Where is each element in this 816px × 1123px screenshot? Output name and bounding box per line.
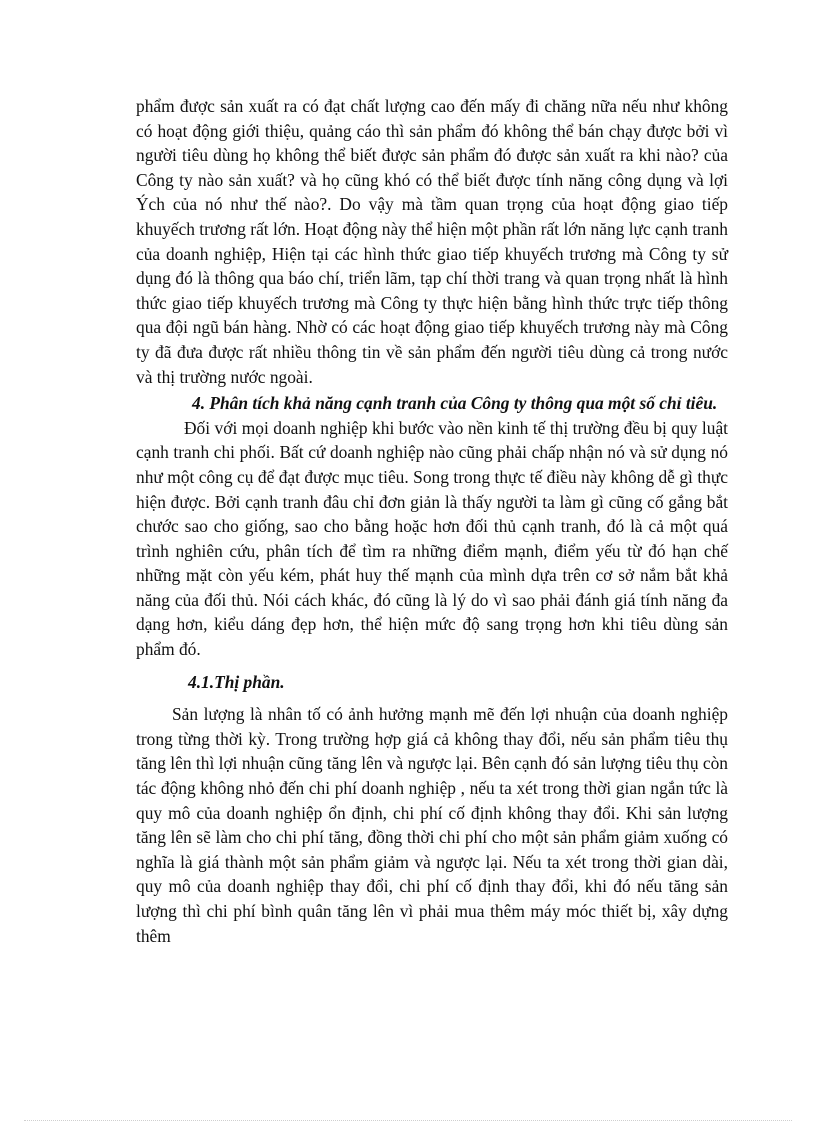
- section-heading-4-1: 4.1.Thị phần.: [188, 671, 285, 692]
- paragraph-section-4: Đối với mọi doanh nghiệp khi bước vào nền kinh tế thị trường đều bị quy luật cạnh tranh chi phối. Bất cứ doanh nghiệp nào cũng phải chấp nhận nó và sử dụng nó như một công cụ để đạt được mục tiêu. Song trong thực tế điều này không dễ gì thực hiện được. Bởi cạnh tranh đâu chỉ đơn giản là thấy người ta làm gì cũng cố gắng bắt chước sao cho giống, sao cho bằng hoặc hơn đối thủ cạnh tranh, đó là cả một quá trình nghiên cứu, phân tích để tìm ra những điểm mạnh, điểm yếu từ đó hạn chế những mặt còn yếu kém, phát huy thế mạnh của mình dựa trên cơ sở nắm bắt khả năng của đối thủ. Nói cách khác, đó cũng là lý do vì sao phải đánh giá tính năng đa dạng hơn, kiểu dáng đẹp hơn, thể hiện mức độ sang trọng hơn khi tiêu dùng sản phẩm đó.: [136, 417, 728, 660]
- section-heading-4: 4. Phân tích khả năng cạnh tranh của Công ty thông qua một số chỉ tiêu.: [192, 393, 718, 414]
- paragraph-section-4-1: Sản lượng là nhân tố có ảnh hưởng mạnh mẽ đến lợi nhuận của doanh nghiệp trong từng thời kỳ. Trong trường hợp giá cả không thay đổi, nếu sản phẩm tiêu thụ tăng lên thì lợi nhuận cũng tăng lên và ngược lại. Bên cạnh đó sản lượng tiêu thụ còn tác động không nhỏ đến chi phí doanh nghiệp , nếu ta xét trong thời gian ngắn tức là quy mô của doanh nghiệp ổn định, chi phí cố định không thay đổi. Khi sản lượng tăng lên sẽ làm cho chi phí tăng, đồng thời chi phí cho một sản phẩm giảm xuống có nghĩa là giá thành một sản phẩm giảm và ngược lại. Nếu ta xét trong thời gian dài, quy mô của doanh nghiệp thay đổi, chi phí cố định thay đổi, khi đó nếu tăng sản lượng thì chi phí bình quân tăng lên vì phải mua thêm máy móc thiết bị, xây dựng thêm: [136, 704, 728, 946]
- page-bottom-divider: [24, 1120, 792, 1121]
- paragraph-intro: phẩm được sản xuất ra có đạt chất lượng cao đến mấy đi chăng nữa nếu như không có hoạt động giới thiệu, quảng cáo thì sản phẩm đó không thể bán chạy được bởi vì người tiêu dùng họ không thể biết được sản phẩm đó được sản xuất ra khi nào? của Công ty nào sản xuất? và họ cũng khó có thể biết được tính năng công dụng và lợi Ých của nó như thế nào?. Do vậy mà tầm quan trọng của hoạt động giao tiếp khuyếch trương rất lớn. Hoạt động này thể hiện một phần rất lớn năng lực cạnh tranh của doanh nghiệp, Hiện tại các hình thức giao tiếp khuyếch trương mà Công ty sử dụng đó là thông qua báo chí, triển lãm, tạp chí thời trang và quan trọng nhất là hình thức giao tiếp khuyếch trương mà Công ty thực hiện bằng hình thức trực tiếp thông qua đội ngũ bán hàng. Nhờ có các hoạt động giao tiếp khuyếch trương này mà Công ty đã đưa được rất nhiều thông tin về sản phẩm đến người tiêu dùng cả trong nước và thị trường nước ngoài.: [136, 96, 728, 387]
- document-body: [136, 94, 728, 948]
